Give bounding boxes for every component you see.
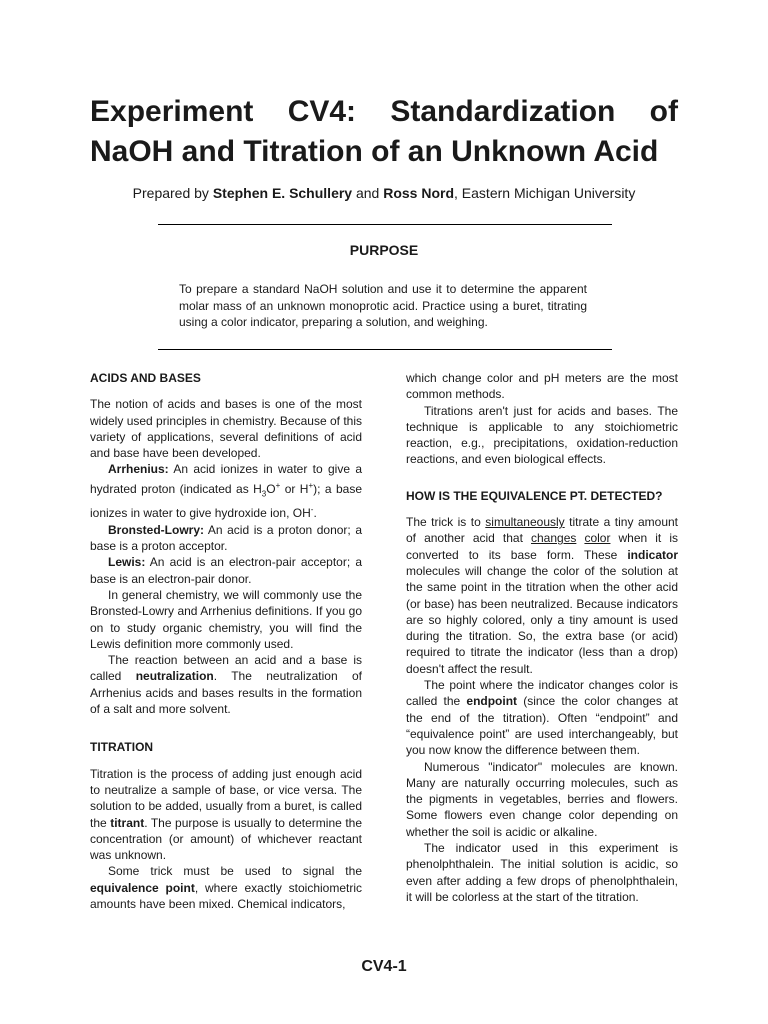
trick-text-e: molecules will change the color of the solution at the same point in the titration when the other acid (or base) has been neutralized. Because indicators are so highly colored, only a tiny amount is used during the titration. So, the extra base (or acid) required to titrate the indicator (less than a drop) doesn't affect the result.	[406, 563, 678, 676]
byline-affiliation: , Eastern Michigan University	[454, 185, 636, 201]
general-chemistry-paragraph: In general chemistry, we will commonly use the Bronsted-Lowry and Arrhenius definitions. If you go on to study organic chemistry, you will find the Lewis definition more commonly used.	[90, 587, 362, 651]
titration-heading: TITRATION	[90, 740, 154, 755]
simultaneously-word: simultaneously	[485, 515, 565, 530]
titration-text-b: . The purpose is usually to determine the concentration (or amount) of whichever reactant was unknown.	[90, 815, 363, 863]
arrhenius-superscript-1: +	[275, 480, 281, 490]
author-1: Stephen E. Schullery	[212, 185, 353, 201]
arrhenius-text-b: O	[266, 481, 276, 496]
right-column	[406, 370, 678, 905]
numerous-paragraph: Numerous "indicator" molecules are known. Many are naturally occurring molecules, such as the pigments in vegetables, berries and flowers. Some flowers even change color depending on whether the soil is acidic or alkaline.	[406, 759, 678, 839]
arrhenius-text-c: or H	[280, 481, 309, 496]
endpoint-paragraph	[406, 677, 678, 758]
trick-text-d: when it is converted to its base form. These	[406, 531, 678, 562]
acids-bases-intro: The notion of acids and bases is one of the most widely used principles in chemistry. Because of this variety of applications, several definitions of acid and base have been developed.	[90, 397, 362, 461]
neutralization-text-b: . The neutralization of Arrhenius acids and bases results in the formation of a salt and more solvent.	[90, 669, 362, 717]
continued-paragraph: which change color and pH meters are the most common methods.	[406, 371, 678, 402]
byline-prefix: Prepared by	[132, 185, 213, 201]
bronsted-term: Bronsted-Lowry:	[108, 522, 204, 537]
title-line-2: NaOH and Titration of an Unknown Acid	[90, 135, 659, 168]
bronsted-definition	[90, 522, 362, 555]
lewis-term: Lewis:	[108, 555, 146, 570]
acids-bases-heading: ACIDS AND BASES	[90, 371, 201, 385]
trick-text-a: The trick is to	[406, 515, 486, 530]
neutralization-text-a: The reaction between an acid and a base is called	[90, 653, 362, 684]
arrhenius-text-e: .	[313, 506, 317, 521]
trick-paragraph	[406, 514, 678, 677]
left-column	[90, 370, 362, 912]
titrant-term: titrant	[110, 815, 145, 830]
arrhenius-superscript-3: -	[310, 505, 314, 515]
equivalence-heading: HOW IS THE EQUIVALENCE PT. DETECTED?	[406, 488, 663, 503]
purpose-text: To prepare a standard NaOH solution and use it to determine the apparent molar mass of an unknown monoprotic acid. Practice using a buret, titrating using a color indicator, preparing a solution, and weighing.	[179, 282, 587, 329]
arrhenius-text: An acid ionizes in water to give a hydrated proton (indicated as H	[90, 462, 362, 496]
bronsted-text: An acid is a proton donor; a base is a proton acceptor.	[90, 522, 362, 554]
titration-text-a: Titration is the process of adding just enough acid to neutralize a sample of base, or vice versa. The solution to be added, usually from a buret, is called the	[90, 766, 362, 830]
changes-word: changes	[531, 531, 577, 546]
neutralization-term: neutralization	[135, 669, 214, 684]
arrhenius-term: Arrhenius:	[108, 462, 169, 477]
titrations-paragraph: Titrations aren't just for acids and bases. The technique is applicable to any stoichiometric reaction, e.g., precipitations, oxidation-reduction reactions, and even biological effects.	[406, 403, 678, 467]
trick-text-b: titrate a tiny amount of another acid that	[406, 515, 678, 546]
arrhenius-subscript: 3	[261, 489, 267, 499]
titration-text-d: , where exactly stoichiometric amounts have been mixed. Chemical indicators,	[90, 880, 362, 911]
color-word: color	[584, 531, 611, 546]
top-rule	[158, 224, 612, 225]
arrhenius-definition	[90, 461, 362, 521]
neutralization-paragraph	[90, 652, 362, 717]
author-2: Ross Nord	[383, 185, 455, 201]
arrhenius-superscript-2: +	[308, 480, 314, 490]
arrhenius-text-d: ); a base ionizes in water to give hydroxide ion, OH	[90, 481, 362, 521]
titration-paragraph-1	[90, 766, 362, 864]
titration-text-c: Some trick must be used to signal the	[108, 864, 362, 879]
byline-and: and	[352, 185, 384, 201]
endpoint-text-b: (since the color changes at the end of the titration). Often “endpoint” and “equivalence point” are used interchangeably, but you now know the difference between them.	[406, 694, 679, 758]
bottom-rule	[158, 349, 612, 350]
purpose-heading: PURPOSE	[349, 242, 419, 258]
page-title	[90, 92, 678, 172]
lewis-text: An acid is an electron-pair acceptor; a base is an electron-pair donor.	[90, 555, 362, 586]
title-line-1: Experiment CV4: Standardization of	[90, 95, 678, 128]
page-number: CV4-1	[361, 958, 407, 975]
endpoint-term: endpoint	[466, 694, 518, 709]
indicator-term: indicator	[627, 547, 678, 562]
byline	[0, 185, 768, 201]
titration-paragraph-2	[90, 863, 362, 912]
lewis-definition	[90, 554, 362, 587]
equivalence-point-term: equivalence point	[90, 880, 195, 895]
endpoint-text-a: The point where the indicator changes color is called the	[406, 678, 678, 709]
phenolphthalein-paragraph: The indicator used in this experiment is phenolphthalein. The initial solution is acidic, so even after adding a few drops of phenolphthalein, it will be colorless at the start of the titration.	[406, 841, 678, 904]
